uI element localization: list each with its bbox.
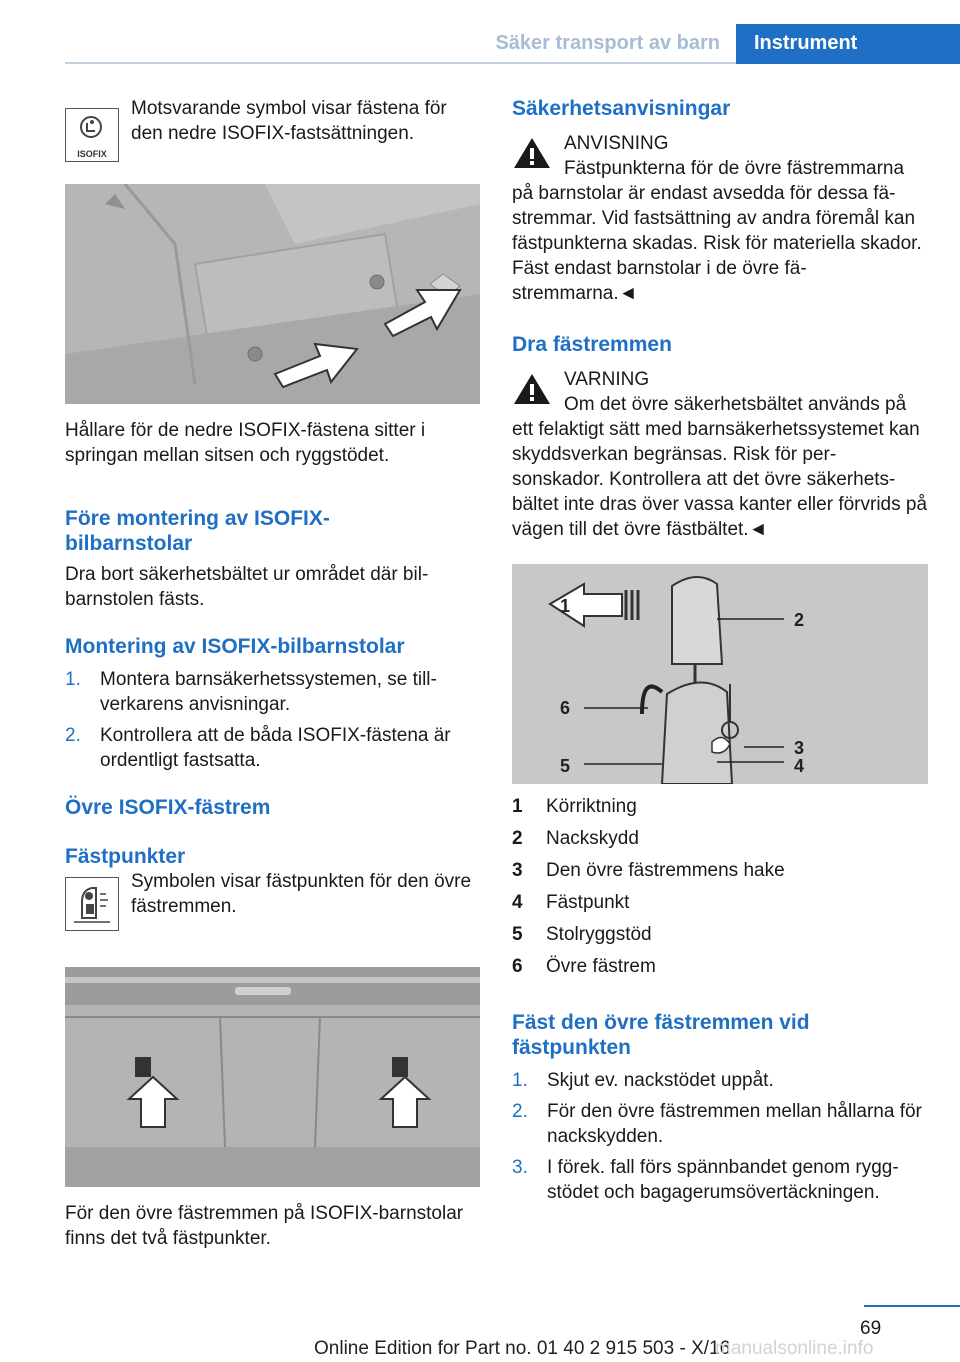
step-text: För den övre fästremmen mellan hållarna för nackskydden. bbox=[547, 1101, 922, 1147]
tether-diagram bbox=[512, 564, 928, 784]
legend-number: 6 bbox=[512, 956, 523, 977]
page-number: 69 bbox=[860, 1318, 882, 1339]
isofix-symbol-row bbox=[65, 96, 480, 174]
isofix-symbol-text: Motsvarande symbol visar fästena för den nedre ISOFIX-fastsättningen. bbox=[131, 98, 447, 144]
legend-number: 3 bbox=[512, 860, 523, 881]
warning-body: ett felaktigt sätt med barnsäkerhetssystemet kan skyddsverkan begränsas. Risk för per-sonskador. Kontrollera att det övre säkerhets-bältet inte dras över vassa kanter eller förvrids på vägen till det övre fästbältet.◄ bbox=[512, 419, 928, 540]
header-section-title: Säker transport av barn bbox=[495, 32, 720, 54]
diagram-label-5: 5 bbox=[560, 756, 571, 776]
step-number: 1. bbox=[65, 669, 81, 690]
attach-heading: Fäst den övre fästremmen vid fästpunkten bbox=[512, 1011, 810, 1059]
legend-text: Fästpunkt bbox=[546, 892, 630, 913]
warning-triangle-icon bbox=[512, 371, 552, 407]
mounting-steps bbox=[65, 667, 480, 773]
legend-number: 4 bbox=[512, 892, 523, 913]
step-number: 3. bbox=[512, 1157, 528, 1178]
online-edition-text: Online Edition for Part no. 01 40 2 915 503 - X/16 bbox=[314, 1338, 731, 1359]
diagram-label-3: 3 bbox=[794, 738, 805, 758]
legend-number: 1 bbox=[512, 796, 523, 817]
step-text: Montera barnsäkerhetssystemen, se till-verkarens anvisningar. bbox=[100, 669, 437, 715]
legend-text: Den övre fästremmens hake bbox=[546, 860, 785, 881]
step-text: Kontrollera att de båda ISOFIX-fästena är ordentligt fastsatta. bbox=[100, 725, 451, 771]
photo2-caption: För den övre fästremmen på ISOFIX-barnstolar finns det två fästpunkter. bbox=[65, 1203, 464, 1249]
step-text: I förek. fall förs spännbandet genom rygg-stödet och bagagerumsövertäckningen. bbox=[547, 1157, 899, 1203]
step-number: 2. bbox=[512, 1101, 528, 1122]
table-row bbox=[512, 892, 785, 924]
anchor-points-heading: Fästpunkter bbox=[65, 845, 186, 868]
legend-number: 5 bbox=[512, 924, 523, 945]
anchor-symbol-row bbox=[65, 869, 480, 945]
table-row bbox=[512, 796, 785, 828]
diagram-label-6: 6 bbox=[560, 698, 571, 718]
tether-anchor-symbol-icon bbox=[65, 877, 119, 931]
diagram-label-4: 4 bbox=[794, 756, 805, 776]
note-block bbox=[512, 131, 928, 306]
warning-block bbox=[512, 367, 928, 542]
photo1-caption: Hållare för de nedre ISOFIX-fästena sitter i springan mellan sitsen och ryggstödet. bbox=[65, 420, 426, 466]
pull-tether-heading: Dra fästremmen bbox=[512, 333, 672, 356]
note-first-line: Fästpunkterna för de övre fästremmarna bbox=[564, 158, 905, 179]
header-chapter-tab[interactable]: Instrument bbox=[736, 24, 960, 64]
legend-text: Övre fästrem bbox=[546, 956, 656, 977]
note-label: ANVISNING bbox=[564, 133, 669, 154]
diagram-label-1: 1 bbox=[560, 596, 571, 616]
anchor-symbol-text: Symbolen visar fästpunkten för den övre fästremmen. bbox=[131, 871, 472, 917]
legend-text: Nackskydd bbox=[546, 828, 639, 849]
diagram-label-2: 2 bbox=[794, 610, 805, 630]
table-row bbox=[512, 860, 785, 892]
left-column bbox=[65, 96, 480, 1271]
step-number: 2. bbox=[65, 725, 81, 746]
legend-number: 2 bbox=[512, 828, 523, 849]
legend-text: Körriktning bbox=[546, 796, 637, 817]
step-number: 1. bbox=[512, 1070, 528, 1091]
warning-label: VARNING bbox=[564, 369, 650, 390]
mounting-heading: Montering av ISOFIX-bilbarnstolar bbox=[65, 635, 405, 658]
safety-heading: Säkerhetsanvisningar bbox=[512, 97, 731, 120]
list-item bbox=[65, 667, 480, 717]
isofix-symbol-icon bbox=[65, 108, 119, 162]
note-body: på barnstolar är endast avsedda för dessa fä-stremmar. Vid fastsättning av andra föremål kan fästpunkterna skadas. Risk för materiella skador. Fäst endast barnstolar i de övre fä-stremmarna.◄ bbox=[512, 183, 922, 304]
watermark-text: manualsonline.info bbox=[715, 1338, 874, 1359]
right-column bbox=[512, 96, 928, 1211]
list-item bbox=[65, 723, 480, 773]
upper-anchor-points-photo bbox=[65, 967, 480, 1187]
list-item bbox=[512, 1068, 928, 1093]
before-mounting-text: Dra bort säkerhetsbältet ur området där bil-barnstolen fästs. bbox=[65, 564, 429, 610]
upper-tether-heading: Övre ISOFIX-fästrem bbox=[65, 796, 271, 819]
list-item bbox=[512, 1155, 928, 1205]
legend-text: Stolryggstöd bbox=[546, 924, 652, 945]
warning-first-line: Om det övre säkerhetsbältet används på bbox=[564, 394, 907, 415]
list-item bbox=[512, 1099, 928, 1149]
step-text: Skjut ev. nackstödet uppåt. bbox=[547, 1070, 774, 1091]
table-row bbox=[512, 924, 785, 956]
attach-steps bbox=[512, 1068, 928, 1205]
table-row bbox=[512, 956, 785, 988]
isofix-symbol-label: ISOFIX bbox=[77, 149, 107, 159]
before-mounting-heading: Före montering av ISOFIX-bilbarnstolar bbox=[65, 507, 330, 555]
isofix-lower-anchor-photo bbox=[65, 184, 480, 404]
footer-rule bbox=[864, 1305, 960, 1307]
warning-triangle-icon bbox=[512, 135, 552, 171]
table-row bbox=[512, 828, 785, 860]
diagram-legend bbox=[512, 796, 785, 988]
